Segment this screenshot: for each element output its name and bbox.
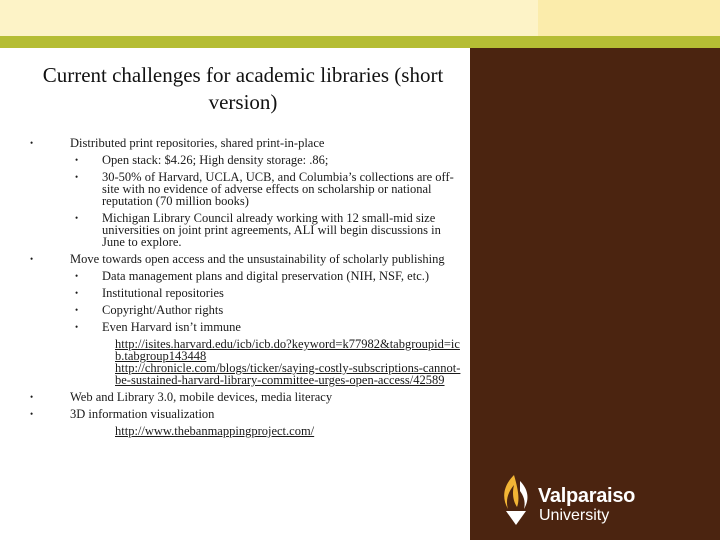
bullet-icon: • (75, 288, 79, 298)
bullet-item (28, 253, 462, 265)
slide-body (28, 137, 462, 437)
sub-bullet-text: Copyright/Author rights (102, 303, 224, 317)
bullet-icon: • (30, 409, 34, 419)
chronicle-link-row (28, 362, 462, 386)
sub-bullet-text: 30-50% of Harvard, UCLA, UCB, and Columbia’s collections are off-site with no evidence of adverse effects on scholarship or national reputation (70 million books) (102, 170, 454, 208)
sub-bullet-text: Michigan Library Council already working with 12 small-mid size universities on joint print agreements, ALI will begin discussions in June to explore. (102, 211, 441, 249)
logo-subtitle: University (539, 507, 610, 524)
sub-bullet-item (28, 321, 462, 333)
bullet-icon: • (75, 155, 79, 165)
bullet-text: Distributed print repositories, shared print-in-place (70, 136, 325, 150)
sub-bullet-text: Open stack: $4.26; High density storage: .86; (102, 153, 329, 167)
sub-bullet-item (28, 270, 462, 282)
bullet-text: Move towards open access and the unsustainability of scholarly publishing (70, 252, 445, 266)
logo-name: Valparaiso (538, 485, 636, 507)
bullet-icon: • (75, 305, 79, 315)
torch-flame-icon (496, 471, 536, 527)
bullet-icon: • (75, 271, 79, 281)
sub-bullet-text: Even Harvard isn’t immune (102, 320, 241, 334)
brown-side-panel (470, 48, 720, 540)
bullet-item (28, 137, 462, 149)
sub-bullet-text: Institutional repositories (102, 286, 224, 300)
bullet-icon: • (75, 172, 79, 182)
sub-bullet-text: Data management plans and digital preservation (NIH, NSF, etc.) (102, 269, 430, 283)
sub-bullet-item (28, 171, 462, 207)
bullet-text: Web and Library 3.0, mobile devices, media literacy (70, 390, 333, 404)
bullet-icon: • (30, 138, 34, 148)
valparaiso-logo (496, 471, 646, 527)
sub-bullet-item (28, 154, 462, 166)
sub-bullet-item (28, 304, 462, 316)
bullet-item (28, 408, 462, 420)
bullet-icon: • (30, 254, 34, 264)
harvard-icb-link[interactable]: http://isites.harvard.edu/icb/icb.do?keyword=k77982&tabgroupid=icb.tabgroup143448 (115, 337, 460, 363)
bullet-icon: • (75, 213, 79, 223)
bullet-icon: • (30, 392, 34, 402)
bullet-item (28, 391, 462, 403)
bullet-icon: • (75, 322, 79, 332)
slide-title: Current challenges for academic libraries (short version) (42, 63, 444, 114)
sub-bullet-item (28, 212, 462, 248)
bullet-text: 3D information visualization (70, 407, 215, 421)
ban-mapping-link-row (28, 425, 462, 437)
sub-bullet-item (28, 287, 462, 299)
green-accent-bar (0, 36, 720, 48)
top-band-accent (538, 0, 720, 36)
chronicle-article-link[interactable]: http://chronicle.com/blogs/ticker/saying-costly-subscriptions-cannot-be-sustained-harvard-library-committee-urges-open-access/42589 (115, 361, 461, 387)
ban-mapping-project-link[interactable]: http://www.thebanmappingproject.com/ (115, 424, 315, 438)
harvard-link-row (28, 338, 462, 362)
